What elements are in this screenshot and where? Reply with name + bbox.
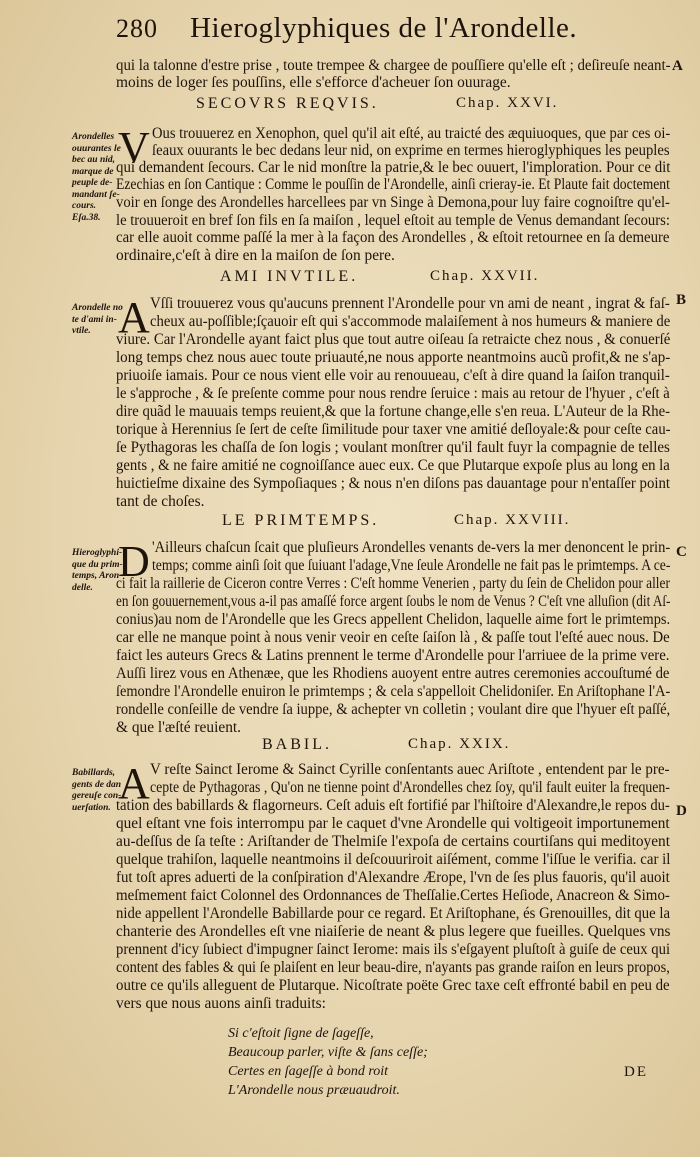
catchword: DE xyxy=(624,1064,648,1080)
text-line: faict les auteurs Grecs & Latins prennent le terme d'Arondelle pour l'arriuee de la prime vere. xyxy=(116,647,670,664)
text-line: cheux au-poſſible;ſçauoir eſt qui s'accommode malaiſement à nos humeurs & maniere de xyxy=(150,313,671,330)
text-line: Ous trouuerez en Xenophon, quel qu'il ait eſté, au traicté des æquiuoques, que par ces oi- xyxy=(152,125,671,142)
section-title: SECOVRS REQVIS. xyxy=(196,95,379,112)
text-line: fut toſt apres aduerti de la conſpiration d'Alexandre Ærope, l'vn de ſes plus fauoris, qu'il auoit xyxy=(116,869,670,886)
marginal-note: Babillards, gents de dan gereuſe con- uerſation. xyxy=(72,768,122,813)
margin-letter: D xyxy=(676,803,687,819)
text-line: ordinaire,c'eſt à dire en la maiſon de ſon pere. xyxy=(116,247,395,264)
text-line: long temps chez nous auec toute priuauté,ne nous apporte neantmoins aucũ profit,& ne s'ap- xyxy=(116,349,671,366)
text-line: meſmement faict Colonnel des Ordonnances de Theſſalie.Certes Heſiode, Anacreon & Simo- xyxy=(116,887,670,904)
section-title: BABIL. xyxy=(262,736,332,753)
text-line: content des fables & qui ſe plaiſent en leur beau-dire, n'ayants pas grande raiſon en leurs propos, xyxy=(116,959,670,976)
section-title: LE PRIMTEMPS. xyxy=(222,512,380,529)
marginal-note: Arondelles ouurantes le bec au nid, marque de peuple de- mandant ſe- cours. Eſa.38. xyxy=(72,132,121,223)
text-line: voir en ſonge des Arondelles harcellees par vn Singe à Demona,pour luy faire cognoiſtre qu'el- xyxy=(116,194,670,211)
text-line: temps; comme ainſi ſoit que ſuiuant l'adage,Vne ſeule Arondelle ne fait pas le primtemps. A ce- xyxy=(152,557,671,574)
intro-line: qui la talonne d'estre prise , toute trempee & chargee de pouſſiere qu'elle eſt ; deſireuſe neant- xyxy=(116,57,671,74)
page-header xyxy=(112,12,632,46)
text-line: en ſon gouuernement,vous a-il pas amaſſé force argent ſoubs le nom de Venus ? C'eſt vne alluſion (dit Aſ- xyxy=(116,593,671,610)
text-line: huictieſme dixaine des Sympoſiaques ; & nous n'en diſons pas dauantage pour n'entaſſer point xyxy=(116,475,671,492)
text-line: tation des babillards & flagorneurs. Ceſt aduis eſt fortifié par l'hiſtoire d'Alexandre,le repos du- xyxy=(116,797,670,814)
section-title: AMI INVTILE. xyxy=(220,268,359,285)
margin-letter: A xyxy=(672,58,683,74)
margin-letter: B xyxy=(676,292,687,308)
drop-cap: A xyxy=(118,759,150,808)
marginal-note: Arondelle no te d'ami in- vtile. xyxy=(72,303,123,336)
text-line: vers que nous auons ainſi traduits: xyxy=(116,995,326,1012)
marginal-note: Hieroglyphi- que du prim- temps, Aron delle. xyxy=(72,548,123,593)
chapter-number: Chap. XXVIII. xyxy=(454,512,571,528)
drop-cap: D xyxy=(118,537,150,586)
verse-line: Certes en ſageſſe à bond roit xyxy=(228,1064,389,1079)
chapter-number: Chap. XXVII. xyxy=(430,268,540,284)
text-line: V reſte Sainct Ierome & Sainct Cyrille conſentants auec Ariſtote , entendent par le pre- xyxy=(150,761,670,778)
text-line: ſemondre l'Arondelle enuiron le primtemps ; & cela s'appelloit Chelidoniſer. En Ariſtophane l'A- xyxy=(116,683,671,700)
text-line: cepte de Pythagoras , Qu'on ne tienne point d'Arondelles chez ſoy, qu'il fault euiter la frequen- xyxy=(150,779,670,796)
text-line: ci fait la raillerie de Ciceron contre Verres : C'eſt homme Venerien , party du ſein de Chelidon pour aller xyxy=(116,575,670,592)
text-line: Vſſi trouuerez vous qu'aucuns prennent l'Arondelle pour vn ami de neant , ingrat & faſ- xyxy=(150,295,670,312)
text-line: tant de choſes. xyxy=(116,493,205,510)
text-line: quel eſtant vne fois interrompu par le caquet d'vne Arondelle qui voltigeoit importunement xyxy=(116,815,670,832)
text-line: car elle ne manque point à nous venir veoir en ceſte ſaiſon là , & paſſe tout l'eſté auec nous. De xyxy=(116,629,670,646)
text-line: au-deſſus de ſa teſte : Ariſtander de Thelmiſe l'expoſa de certains courtiſans qui meditoyent xyxy=(116,833,670,850)
text-line: & que l'æſté reuient. xyxy=(116,719,242,736)
text-line: le s'approche , & ſe preſente comme pour nous rendre ſeruice : mais au retour de l'hyuer , c'eſt à xyxy=(116,385,670,402)
text-line: priuoiſe iamais. Pour ce nous vient elle voir au renouueau, c'eſt à dire quand la ſaiſon tranquil- xyxy=(116,367,670,384)
text-line: quelque trahiſon, laquelle neantmoins il deſcouuriroit aiſément, comme l'iſſue le verifia. car il xyxy=(116,851,671,868)
page-number: 280 xyxy=(116,14,158,43)
verse-line: L'Arondelle nous præuaudroit. xyxy=(228,1083,400,1098)
text-line: rondelle conſeille de vendre ſa iuppe, & achepter vn colletin ; voulant dire que l'hyuer eſt paſſé, xyxy=(116,701,671,718)
text-line: torique à Herennius ſe ſert de ceſte ſimilitude pour taxer vne amitié deſloyale:& pour ceſte cau- xyxy=(116,421,671,438)
text-line: conius)au nom de l'Arondelle que les Grecs appellent Chelidon, laquelle aime fort le primtemps. xyxy=(116,611,671,628)
text-line: chanterie des Arondelles eſt vne niaiſerie de neant & plus legere que fueilles. Quelques vns xyxy=(116,923,671,940)
text-line: outre ce qu'ils alleguent de Plutarque. Nicoſtrate poëte Grec taxe ceſt effronté babil en peu de xyxy=(116,977,670,994)
text-line: Auſſi lirez vous en Athenæe, que les Rhodiens auoyent entre autres ceremonies accouſtumé de xyxy=(116,665,670,682)
text-line: le trouueroit en bref ſon fils en ſa maiſon , lequel eſtoit au temple de Venus demandant ſecours: xyxy=(116,212,670,229)
intro-line: moins de loger ſes pouſſins, elle s'efforce d'acheuer ſon ouurage. xyxy=(116,74,511,91)
margin-letter: C xyxy=(676,544,687,560)
chapter-number: Chap. XXIX. xyxy=(408,736,511,752)
text-line: 'Ailleurs chaſcun ſcait que pluſieurs Arondelles venants de-vers la mer denoncent le prin- xyxy=(152,539,671,556)
text-line: car elle auoit comme paſſé la mer à la façon des Arondelles , & eſtoit retournee en ſa demeure xyxy=(116,229,670,246)
text-line: dire quãd le mauuais temps reuient,& que la fortune change,elle s'en reua. L'Auteur de la Rhe- xyxy=(116,403,671,420)
text-line: viure. Car l'Arondelle ayant faict plus que tout autre oiſeau ſa retraicte chez nous , & conuerſé xyxy=(116,331,671,348)
text-line: Ezechias en ſon Cantique : Comme le pouſſin de l'Arondelle, ainſi crieray-ie. Et Plaute fait doctement xyxy=(116,176,670,193)
verse-line: Si c'eſtoit ſigne de ſageſſe, xyxy=(228,1026,374,1041)
text-line: ſe Pythagoras les chaſſa de ſon logis ; voulant monſtrer qu'il fault fuyr la compagnie de telles xyxy=(116,439,670,456)
text-line: nide appellent l'Arondelle Babillarde pour ce regard. Et Ariſtophane, és Grenouilles, dit que la xyxy=(116,905,670,922)
chapter-number: Chap. XXVI. xyxy=(456,95,559,111)
text-line: qui demandent ſecours. Car le nid monſtre la patrie,& le bec ouuert, l'imploration. Pour ce dit xyxy=(116,159,671,176)
drop-cap: V xyxy=(118,123,150,172)
text-line: prennent d'icy ſubiect d'impugner ſainct Ierome: mais ils s'eſgayent pluſtoſt à guiſe de ceux qui xyxy=(116,941,671,958)
text-line: gents , & ne faire amitié ne cognoiſſance auec eux. Ce que Plutarque expoſe plus au long en la xyxy=(116,457,670,474)
drop-cap: A xyxy=(118,293,150,342)
running-title: Hieroglyphiques de l'Arondelle. xyxy=(190,12,578,44)
verse-line: Beaucoup parler, viſte & ſans ceſſe; xyxy=(228,1045,428,1060)
text-line: ſeaux ouurants le bec dedans leur nid, on exprime en termes hieroglyphiques les peuples xyxy=(152,142,670,159)
